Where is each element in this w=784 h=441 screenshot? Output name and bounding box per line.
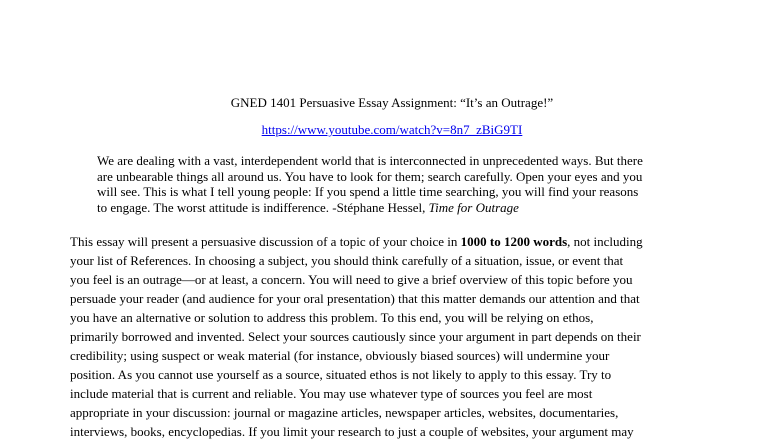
- body-line: appropriate in your discussion: journal or magazine articles, newspaper articles, websites, documentaries,: [70, 405, 619, 420]
- epigraph-quote: [97, 153, 717, 215]
- body-line-start: This essay will present a persuasive discussion of a topic of your choice in: [70, 234, 461, 249]
- assignment-title: GNED 1401 Persuasive Essay Assignment: “It’s an Outrage!”: [230, 95, 554, 110]
- word-count-requirement: 1000 to 1200 words: [460, 234, 568, 249]
- body-line: your list of References. In choosing a subject, you should think carefully of a situation, issue, or event that: [70, 253, 624, 268]
- body-line: include material that is current and reliable. You may use whatever type of sources you feel are most: [70, 386, 593, 401]
- quote-attribution-text: to engage. The worst attitude is indifference. -Stéphane Hessel,: [97, 199, 429, 215]
- body-line: credibility; using suspect or weak material (for instance, obviously biased sources) will undermine your: [70, 348, 610, 363]
- quote-line: are unbearable things all around us. You have to look for them; search carefully. Open your eyes and you: [97, 168, 643, 184]
- body-line: interviews, books, encyclopedias. If you limit your research to just a couple of websites, your argument may: [70, 424, 634, 439]
- youtube-link[interactable]: https://www.youtube.com/watch?v=8n7_zBiG9TI: [261, 122, 523, 137]
- body-line: persuade your reader (and audience for your oral presentation) that this matter demands our attention and that: [70, 291, 640, 306]
- body-line: position. As you cannot use yourself as a source, situated ethos is not likely to apply to this essay. Try to: [70, 367, 612, 382]
- body-line: [70, 232, 770, 251]
- essay-description: [70, 232, 770, 441]
- quote-line: We are dealing with a vast, interdependent world that is interconnected in unprecedented ways. But there: [97, 153, 643, 168]
- body-line: primarily borrowed and invented. Select your sources cautiously since your argument in part depends on their: [70, 329, 641, 344]
- quote-line: will see. This is what I tell young people: If you spend a little time searching, you will find your reasons: [97, 184, 639, 199]
- quote-source-title: Time for Outrage: [428, 199, 519, 215]
- body-line: you feel is an outrage—or at least, a concern. You will need to give a brief overview of this topic before you: [70, 272, 633, 287]
- body-line-end: , not including: [567, 234, 643, 249]
- quote-line-attribution: [97, 200, 717, 216]
- body-line: you have an alternative or solution to address this problem. To this end, you will be relying on ethos,: [70, 310, 594, 325]
